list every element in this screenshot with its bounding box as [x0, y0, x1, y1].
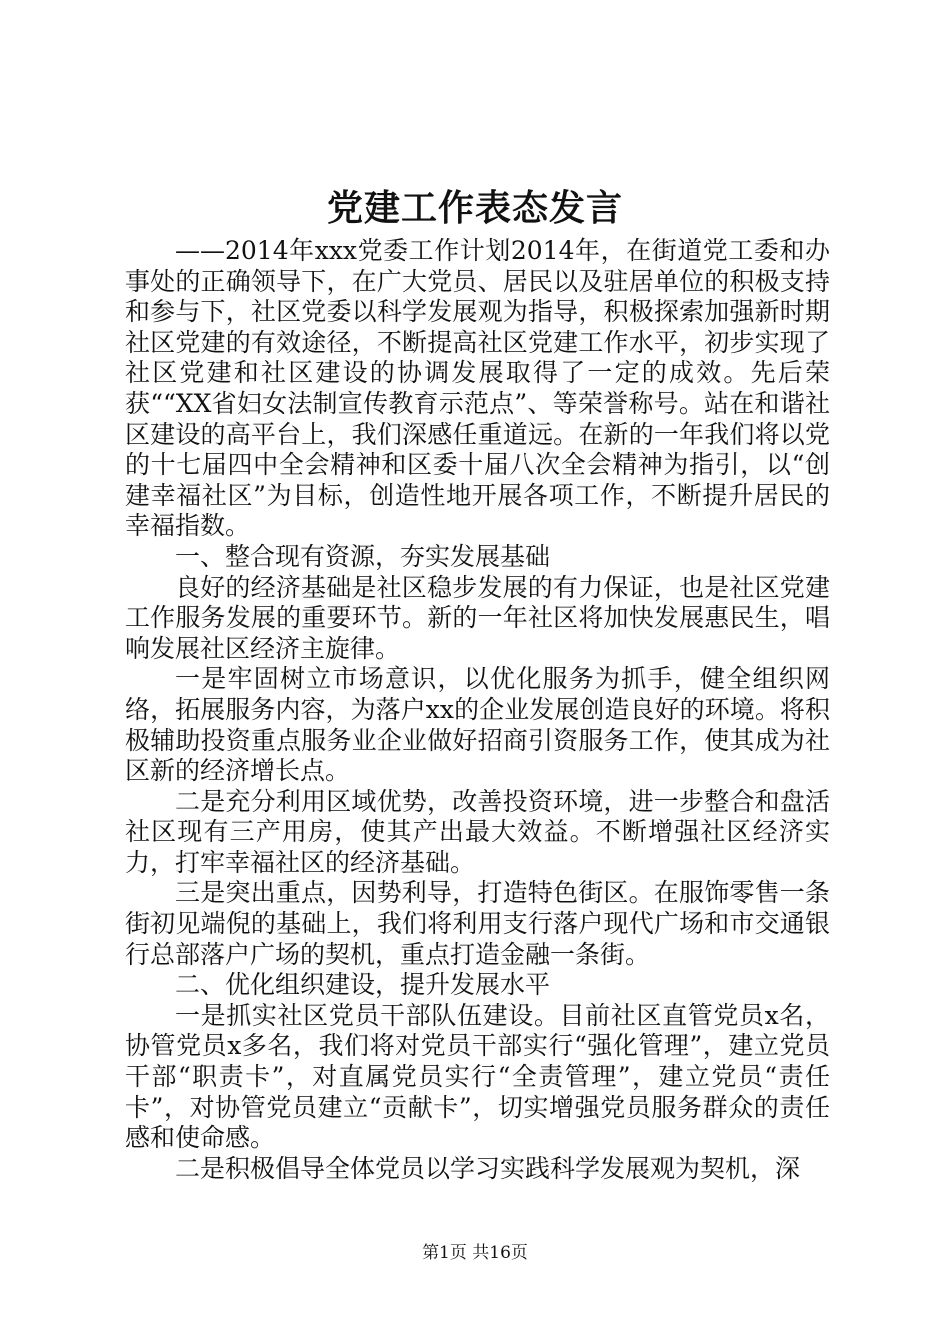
intro-paragraph: ——2014年xxx党委工作计划2014年，在街道党工委和办事处的正确领导下，在广大党员、居民以及驻居单位的积极支持和参与下，社区党委以科学发展观为指导，积极探索加强新时期社区党建的有效途径，不断提高社区党建工作水平，初步实现了社区党建和社区建设的协调发展取得了一定的成效。先后荣获““XX省妇女法制宣传教育示范点”、等荣誉称号。站在和谐社区建设的高平台上，我们深感任重道远。在新的一年我们将以党的十七届四中全会精神和区委十届八次全会精神为指引，以“创建幸福社区”为目标，创造性地开展各项工作，不断提升居民的幸福指数。: [125, 236, 830, 541]
section-2-paragraph-2: 二是积极倡导全体党员以学习实践科学发展观为契机，深: [175, 1153, 801, 1183]
section-1-paragraph-2: 一是牢固树立市场意识，以优化服务为抓手，健全组织网络，拓展服务内容，为落户xx的企业发展创造良好的环境。将积极辅助投资重点服务业企业做好招商引资服务工作，使其成为社区新的经济增长点。: [125, 664, 830, 786]
section-2-paragraph-1: 一是抓实社区党员干部队伍建设。目前社区直管党员x名，协管党员x多名，我们将对党员干部实行“强化管理”，建立党员干部“职责卡”，对直属党员实行“全责管理”，建立党员“责任卡”，对协管党员建立“贡献卡”，切实增强党员服务群众的责任感和使命感。: [125, 1000, 830, 1153]
section-heading-1: 一、整合现有资源，夯实发展基础: [175, 541, 551, 571]
section-1-paragraph-3: 二是充分利用区域优势，改善投资环境，进一步整合和盘活社区现有三产用房，使其产出最大效益。不断增强社区经济实力，打牢幸福社区的经济基础。: [125, 786, 830, 877]
document-body: [125, 236, 830, 1184]
page-number-footer: 第1页 共16页: [422, 1243, 528, 1263]
section-heading-2: 二、优化组织建设，提升发展水平: [175, 970, 551, 1000]
section-1-paragraph-1: 良好的经济基础是社区稳步发展的有力保证，也是社区党建工作服务发展的重要环节。新的一年社区将加快发展惠民生，唱响发展社区经济主旋律。: [125, 572, 830, 663]
document-title: 党建工作表态发言: [326, 187, 623, 229]
section-1-paragraph-4: 三是突出重点，因势利导，打造特色街区。在服饰零售一条街初见端倪的基础上，我们将利用支行落户现代广场和市交通银行总部落户广场的契机，重点打造金融一条街。: [125, 878, 830, 969]
